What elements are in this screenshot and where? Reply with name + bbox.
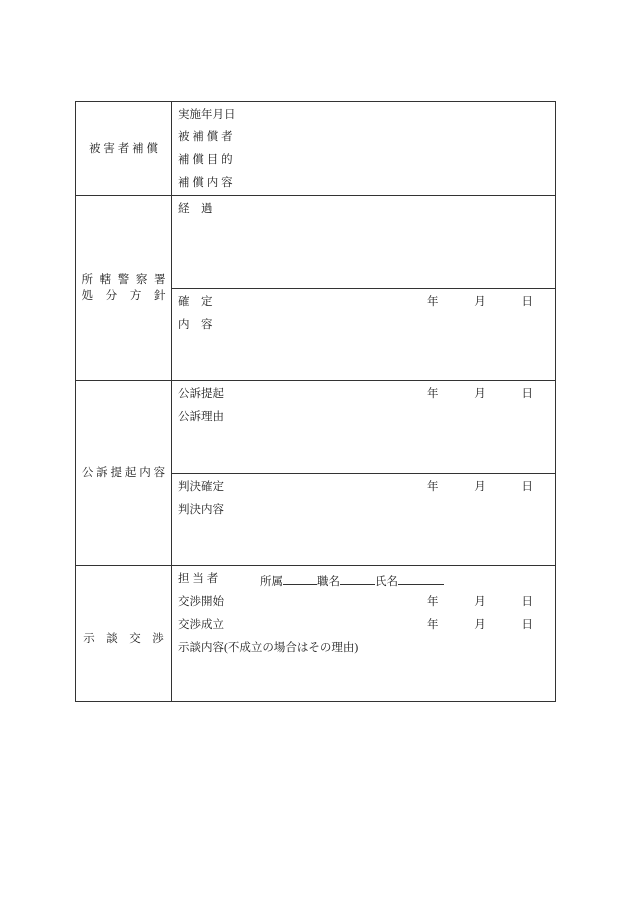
year-unit: 年 [427, 388, 439, 400]
prosecution-section [76, 380, 555, 565]
year-unit: 年 [427, 596, 439, 608]
person-in-charge-details [260, 572, 444, 589]
victim-compensation-body [172, 102, 555, 195]
decision-block [172, 288, 555, 380]
police-policy-body [172, 196, 555, 380]
affiliation-blank [283, 572, 317, 585]
month-unit: 月 [474, 388, 486, 400]
indictment-block [172, 381, 555, 473]
police-policy-header-cell [76, 196, 172, 380]
victim-compensation-fields [172, 102, 555, 194]
prosecution-body [172, 381, 555, 565]
day-unit: 日 [521, 619, 533, 631]
victim-compensation-header-cell [76, 102, 172, 195]
negotiation-start-label: 交渉開始 [178, 596, 224, 608]
year-unit: 年 [427, 296, 439, 308]
police-policy-header-line1: 所 轄 警 察 署 [81, 274, 166, 286]
settlement-body [172, 566, 555, 701]
indictment-label: 公訴提起 [178, 388, 224, 400]
decision-date [427, 295, 533, 309]
day-unit: 日 [521, 296, 533, 308]
report-form-table [75, 101, 556, 702]
job-title-blank [340, 572, 375, 585]
settlement-fields [172, 566, 555, 701]
prosecution-header-cell [76, 381, 172, 565]
judgment-final-label: 判決確定 [178, 481, 224, 493]
progress-label: 経 過 [178, 203, 213, 215]
judgment-content-label: 判決内容 [178, 504, 224, 516]
indictment-reason-label: 公訴理由 [178, 411, 224, 423]
name-blank [398, 572, 444, 585]
compensated-person-label: 被 補 償 者 [178, 131, 233, 143]
progress-block [172, 196, 555, 288]
year-unit: 年 [427, 619, 439, 631]
police-policy-header [82, 272, 166, 304]
year-unit: 年 [427, 481, 439, 493]
month-unit: 月 [474, 596, 486, 608]
job-title-label: 職名 [317, 576, 340, 588]
day-unit: 日 [521, 596, 533, 608]
day-unit: 日 [521, 481, 533, 493]
police-policy-section [76, 195, 555, 380]
negotiation-done-label: 交渉成立 [178, 619, 224, 631]
person-in-charge-label: 担 当 者 [178, 573, 219, 585]
judgment-block [172, 473, 555, 565]
month-unit: 月 [474, 296, 486, 308]
month-unit: 月 [474, 481, 486, 493]
implementation-date-label: 実施年月日 [178, 109, 236, 121]
negotiation-done-date [427, 618, 533, 632]
name-label: 氏名 [375, 576, 398, 588]
victim-compensation-section [76, 102, 555, 195]
settlement-section [76, 565, 555, 701]
police-policy-header-line2: 処 分 方 針 [81, 290, 166, 302]
negotiation-start-date [427, 595, 533, 609]
affiliation-label: 所属 [260, 576, 283, 588]
decision-content-label: 内 容 [178, 319, 213, 331]
decision-label: 確 定 [178, 296, 213, 308]
indictment-date [427, 387, 533, 401]
prosecution-header: 公 訴 提 起 内 容 [81, 467, 166, 479]
settlement-header: 示 談 交 渉 [83, 632, 164, 645]
day-unit: 日 [521, 388, 533, 400]
settlement-content-label: 示談内容(不成立の場合はその理由) [178, 642, 359, 654]
settlement-header-cell [76, 566, 172, 701]
compensation-purpose-label: 補 償 目 的 [178, 154, 233, 166]
month-unit: 月 [474, 619, 486, 631]
judgment-date [427, 480, 533, 494]
victim-compensation-header: 被 害 者 補 償 [89, 142, 158, 155]
compensation-content-label: 補 償 内 容 [178, 177, 233, 189]
